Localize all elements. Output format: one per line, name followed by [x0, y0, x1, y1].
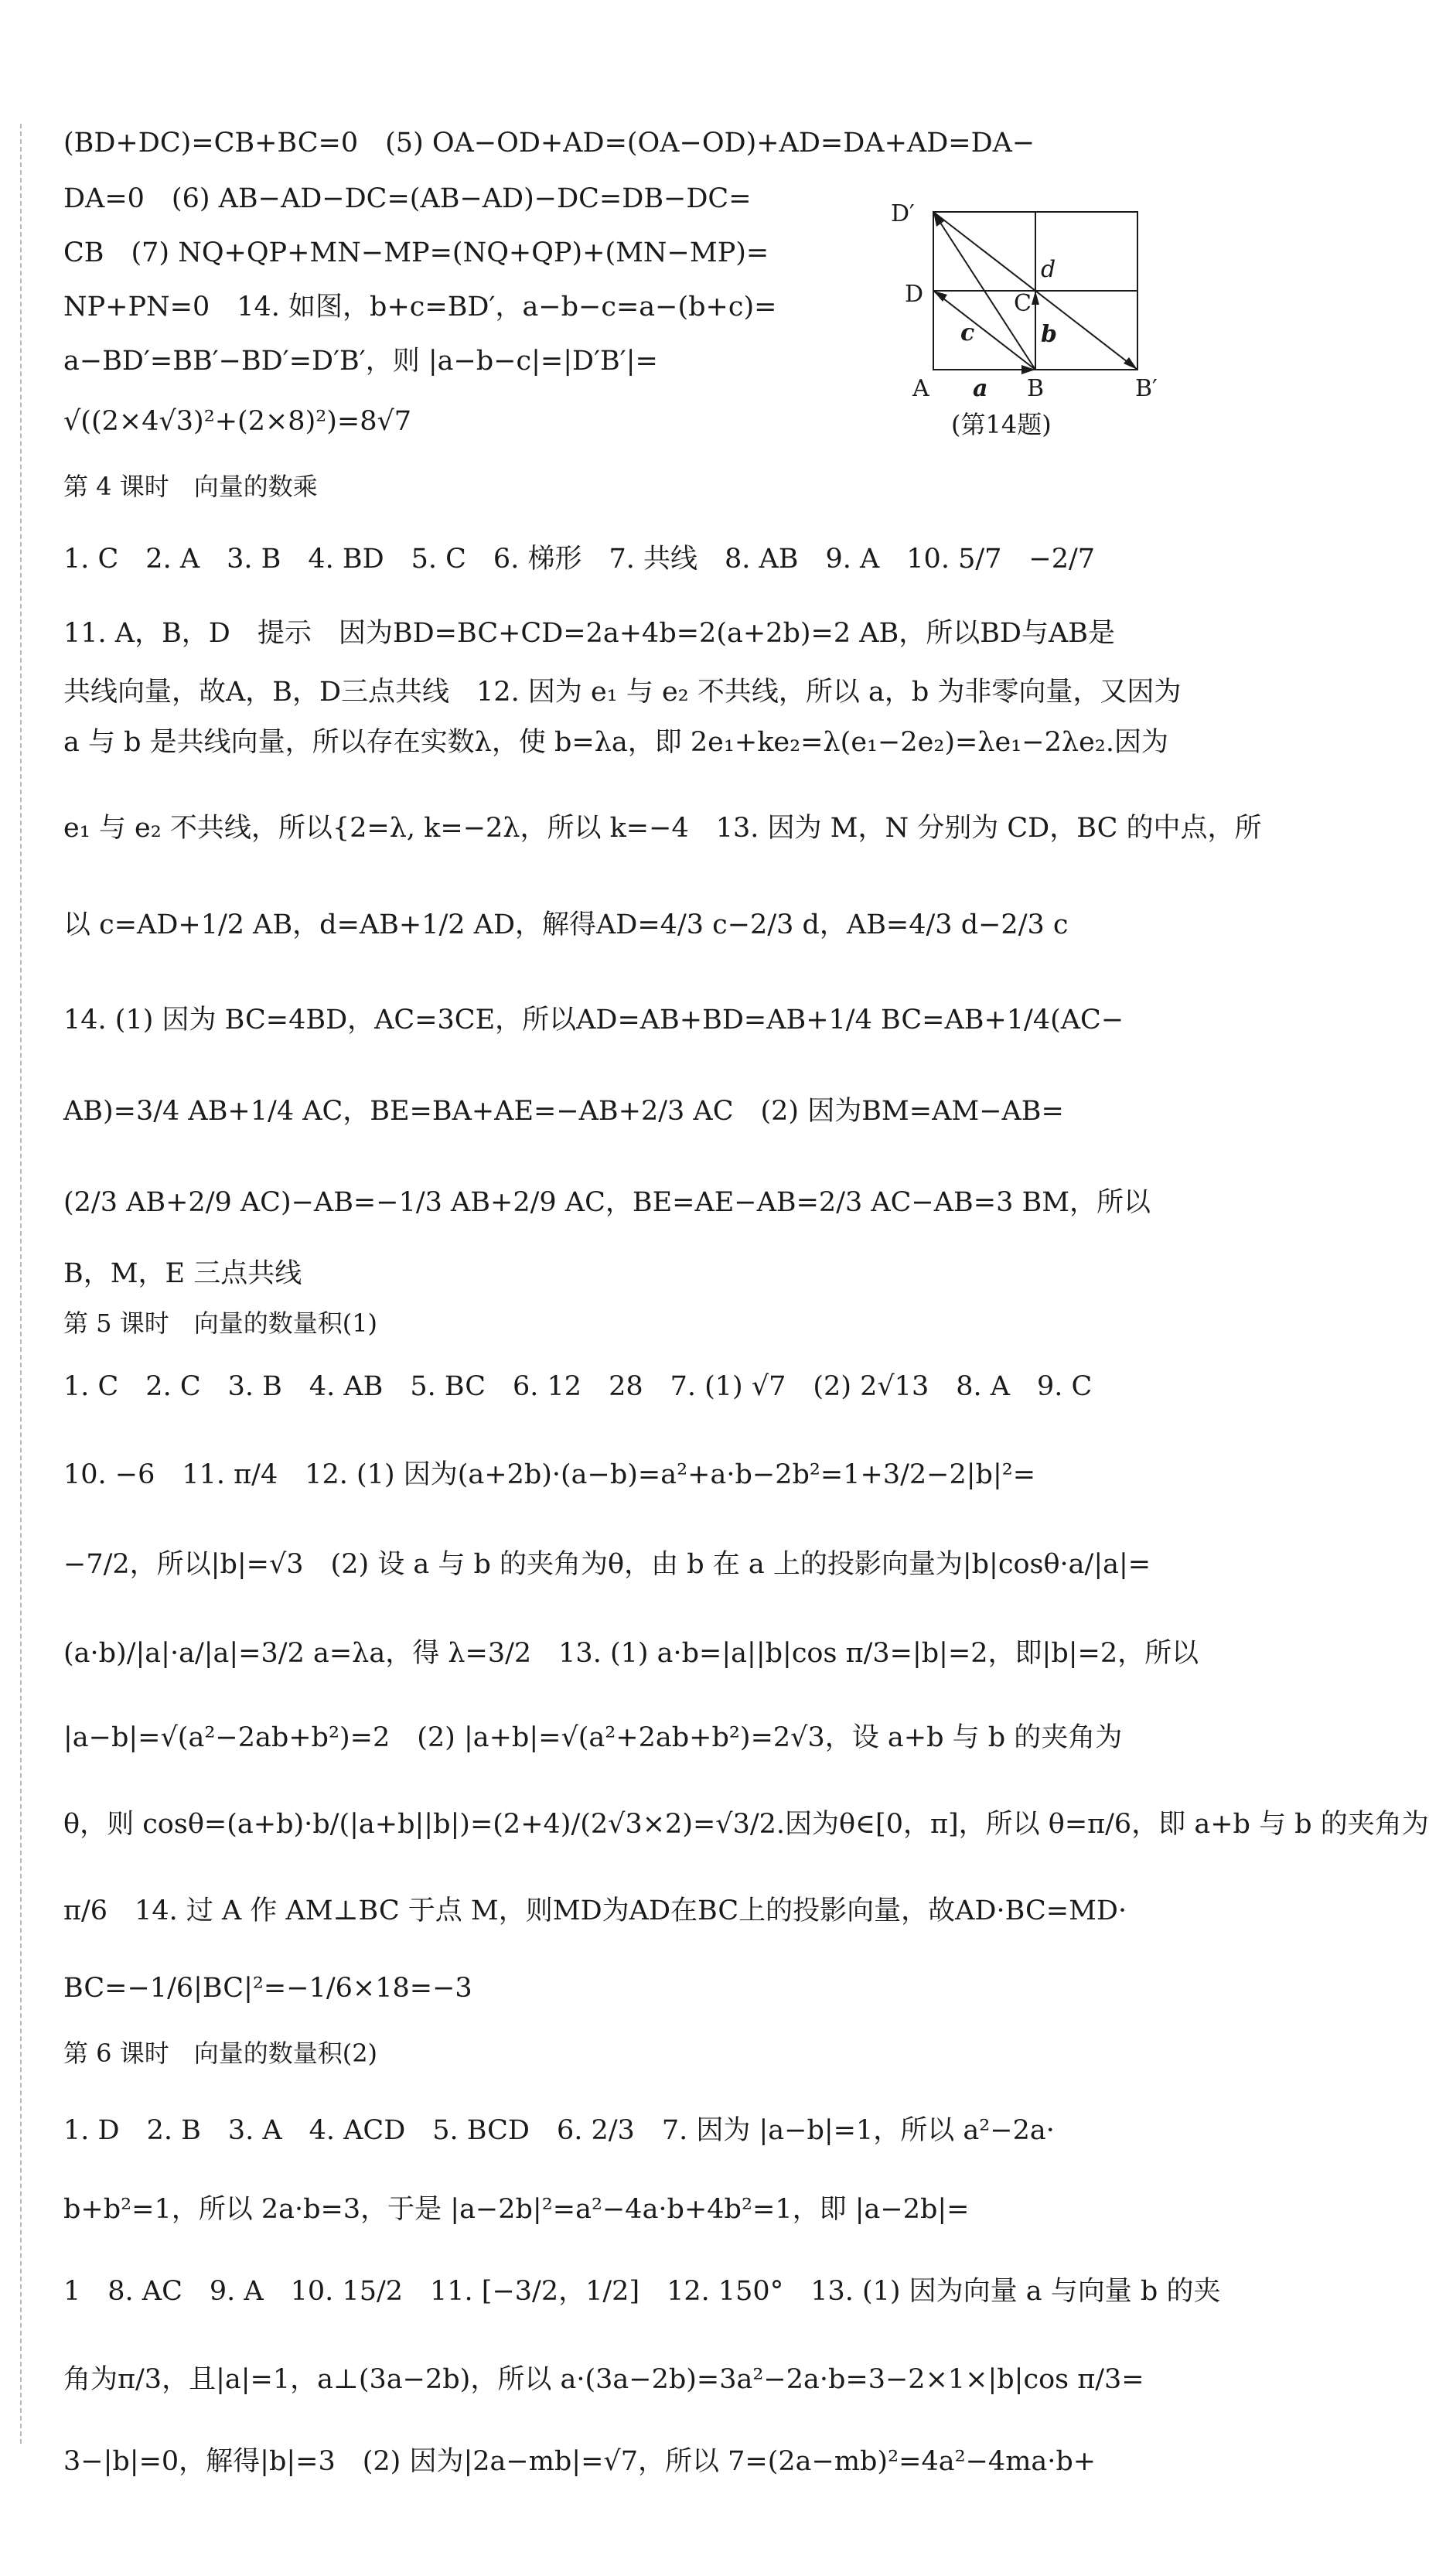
text-line: DA=0 (6) AB−AD−DC=(AB−AD)−DC=DB−DC= [63, 183, 752, 214]
text-line: a 与 b 是共线向量，所以存在实数λ，使 b=λa，即 2e₁+ke₂=λ(e₁−2e₂)=λe₁−2λe₂.因为 [63, 727, 1168, 758]
text-line: 1. C 2. A 3. B 4. BD 5. C 6. 梯形 7. 共线 8. AB 9. A 10. 5/7 −2/7 [63, 544, 1096, 575]
text-line: (BD+DC)=CB+BC=0 (5) OA−OD+AD=(OA−OD)+AD=DA+AD=DA− [63, 128, 1035, 159]
label-vector-c: c [960, 319, 975, 346]
lesson-heading: 第 4 课时 向量的数乘 [63, 472, 318, 501]
text-line: θ，则 cosθ=(a+b)·b/(|a+b||b|)=(2+4)/(2√3×2)=√3/2.因为θ∈[0，π]，所以 θ=π/6，即 a+b 与 b 的夹角为 [63, 1809, 1429, 1840]
text-line: π/6 14. 过 A 作 AM⊥BC 于点 M，则MD为AD在BC上的投影向量，故AD·BC=MD· [63, 1895, 1127, 1926]
text-line: √((2×4√3)²+(2×8)²)=8√7 [63, 406, 412, 437]
lesson-heading: 第 5 课时 向量的数量积(1) [63, 1308, 378, 1338]
text-line: |a−b|=√(a²−2ab+b²)=2 (2) |a+b|=√(a²+2ab+b²)=2√3，设 a+b 与 b 的夹角为 [63, 1722, 1123, 1753]
text-line: BC=−1/6|BC|²=−1/6×18=−3 [63, 1973, 472, 2004]
label-c: C [1014, 290, 1032, 317]
label-b-prime: B′ [1135, 375, 1158, 402]
text-line: 10. −6 11. π/4 12. (1) 因为(a+2b)·(a−b)=a²+a·b−2b²=1+3/2−2|b|²= [63, 1459, 1036, 1490]
label-vector-a: a [973, 375, 988, 402]
text-line: 11. A，B，D 提示 因为BD=BC+CD=2a+4b=2(a+2b)=2 AB，所以BD与AB是 [63, 618, 1115, 649]
figure-caption: (第14题) [951, 410, 1052, 439]
text-line: 角为π/3，且|a|=1，a⊥(3a−2b)，所以 a·(3a−2b)=3a²−2a·b=3−2×1×|b|cos π/3= [63, 2364, 1144, 2395]
text-line: AB)=3/4 AB+1/4 AC，BE=BA+AE=−AB+2/3 AC (2) 因为BM=AM−AB= [63, 1096, 1064, 1127]
label-b: B [1027, 375, 1045, 402]
lesson-heading: 第 6 课时 向量的数量积(2) [63, 2039, 378, 2068]
margin-dashed-rule [20, 124, 22, 2444]
label-d-prime: D′ [891, 200, 915, 227]
text-line: 14. (1) 因为 BC=4BD，AC=3CE，所以AD=AB+BD=AB+1/4 BC=AB+1/4(AC− [63, 1005, 1124, 1036]
text-line: −7/2，所以|b|=√3 (2) 设 a 与 b 的夹角为θ，由 b 在 a 上的投影向量为|b|cosθ·a/|a|= [63, 1549, 1151, 1580]
text-line: 共线向量，故A，B，D三点共线 12. 因为 e₁ 与 e₂ 不共线，所以 a，b 为非零向量，又因为 [63, 677, 1182, 708]
text-line: B，M，E 三点共线 [63, 1258, 302, 1289]
text-line: 以 c=AD+1/2 AB，d=AB+1/2 AD，解得AD=4/3 c−2/3 d，AB=4/3 d−2/3 c [63, 909, 1069, 940]
text-line: (2/3 AB+2/9 AC)−AB=−1/3 AB+2/9 AC，BE=AE−AB=2/3 AC−AB=3 BM，所以 [63, 1187, 1151, 1218]
label-d: D [905, 281, 924, 308]
text-line: 3−|b|=0，解得|b|=3 (2) 因为|2a−mb|=√7，所以 7=(2a−mb)²=4a²−4ma·b+ [63, 2446, 1096, 2477]
text-line: b+b²=1，所以 2a·b=3，于是 |a−2b|²=a²−4a·b+4b²=1，即 |a−2b|= [63, 2194, 970, 2225]
text-line: (a·b)/|a|·a/|a|=3/2 a=λa，得 λ=3/2 13. (1) a·b=|a||b|cos π/3=|b|=2，即|b|=2，所以 [63, 1638, 1199, 1669]
arrowhead [1124, 357, 1137, 370]
text-line: NP+PN=0 14. 如图，b+c=BD′，a−b−c=a−(b+c)= [63, 292, 777, 322]
text-line: a−BD′=BB′−BD′=D′B′，则 |a−b−c|=|D′B′|= [63, 346, 658, 377]
text-line: e₁ 与 e₂ 不共线，所以{2=λ, k=−2λ，所以 k=−4 13. 因为 M，N 分别为 CD，BC 的中点，所 [63, 813, 1262, 844]
label-vector-d: d [1041, 256, 1056, 283]
text-line: 1. D 2. B 3. A 4. ACD 5. BCD 6. 2/3 7. 因为 |a−b|=1，所以 a²−2a· [63, 2115, 1055, 2146]
label-a: A [912, 375, 929, 402]
text-line: CB (7) NQ+QP+MN−MP=(NQ+QP)+(MN−MP)= [63, 237, 769, 268]
label-vector-b: b [1041, 321, 1057, 348]
text-line: 1. C 2. C 3. B 4. AB 5. BC 6. 12 28 7. (1) √7 (2) 2√13 8. A 9. C [63, 1371, 1093, 1402]
text-line: 1 8. AC 9. A 10. 15/2 11. [−3/2，1/2] 12. 150° 13. (1) 因为向量 a 与向量 b 的夹 [63, 2276, 1221, 2307]
